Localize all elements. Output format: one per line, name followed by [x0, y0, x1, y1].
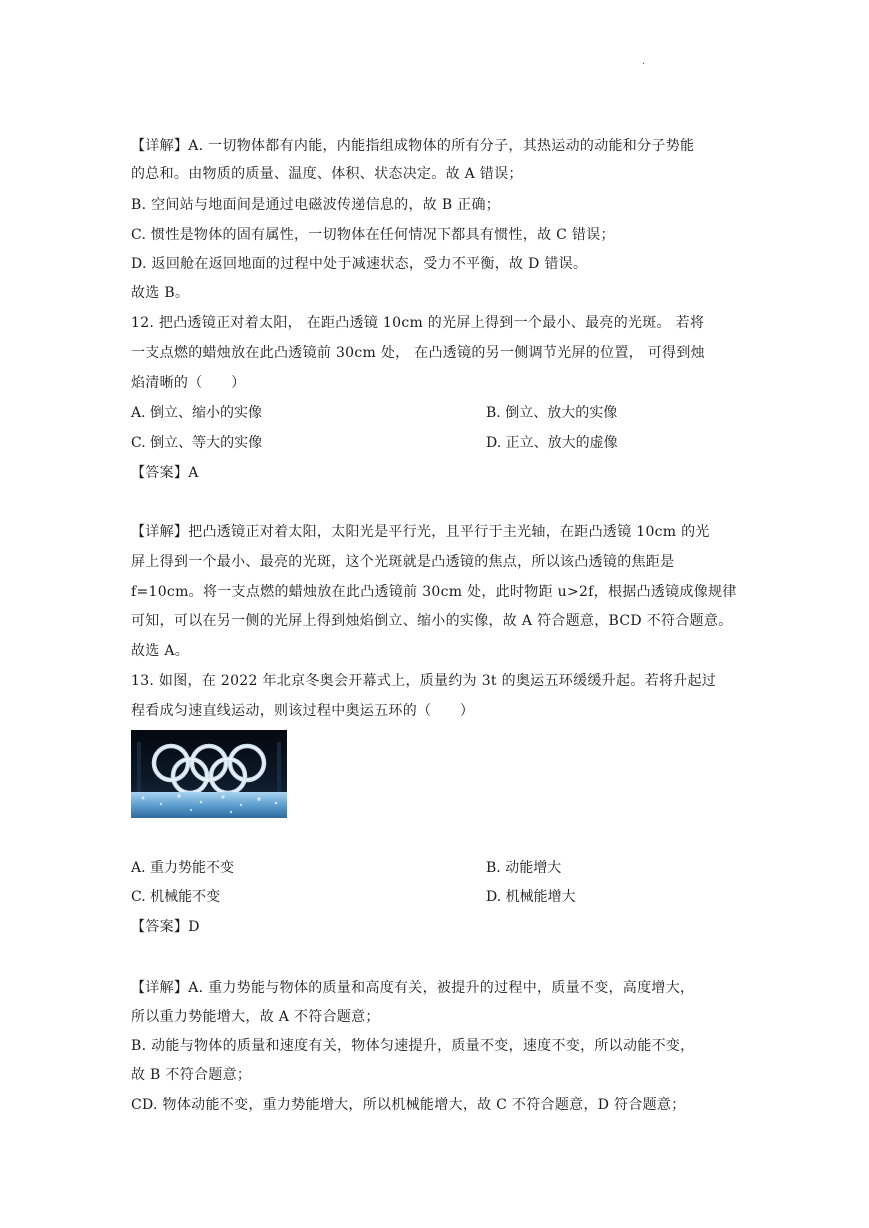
q13-detail-line: 所以重力势能增大，故 A 不符合题意；: [131, 1009, 380, 1025]
q12-option-c: C. 倒立、等大的实像: [131, 435, 263, 451]
q13-option-b: B. 动能增大: [486, 860, 562, 876]
header-mark: .: [642, 56, 646, 67]
text-line: 【详解】A. 一切物体都有内能，内能指组成物体的所有分子，其热运动的动能和分子势能: [131, 138, 695, 154]
q13-answer: 【答案】D: [131, 919, 200, 935]
q12-option-d: D. 正立、放大的虚像: [486, 435, 618, 451]
q13-option-c: C. 机械能不变: [131, 889, 221, 905]
q13-option-d: D. 机械能增大: [486, 889, 576, 905]
text-line: C. 惯性是物体的固有属性，一切物体在任何情况下都具有惯性，故 C 错误；: [131, 227, 615, 243]
q13-option-a: A. 重力势能不变: [131, 860, 235, 876]
text-line: B. 空间站与地面间是通过电磁波传递信息的，故 B 正确；: [131, 197, 501, 213]
text-line: 的总和。由物质的质量、温度、体积、状态决定。故 A 错误；: [131, 166, 523, 182]
q12-detail-line: 可知，可以在另一侧的光屏上得到烛焰倒立、缩小的实像，故 A 符合题意，BCD 不符合题意。: [131, 613, 733, 629]
question-12-stem: 一支点燃的蜡烛放在此凸透镜前 30cm 处， 在凸透镜的另一侧调节光屏的位置， 可得到烛: [131, 345, 705, 361]
q12-option-a: A. 倒立、缩小的实像: [131, 405, 263, 421]
text-line: 故选 B。: [131, 285, 190, 301]
q12-detail-line: 【详解】把凸透镜正对着太阳，太阳光是平行光，且平行于主光轴，在距凸透镜 10cm 的光: [131, 524, 710, 540]
question-12-stem: 12. 把凸透镜正对着太阳， 在距凸透镜 10cm 的光屏上得到一个最小、最亮的光斑。 若将: [131, 315, 705, 331]
question-12-stem: 焰清晰的（ ）: [131, 375, 246, 391]
q13-detail-line: CD. 物体动能不变，重力势能增大，所以机械能增大，故 C 不符合题意，D 符合题意；: [131, 1097, 686, 1113]
olympic-rings-photo: [131, 730, 287, 818]
q12-detail-line: 故选 A。: [131, 643, 190, 659]
q12-answer: 【答案】A: [131, 465, 199, 481]
q13-detail-line: 故 B 不符合题意；: [131, 1067, 252, 1083]
question-13-stem: 程看成匀速直线运动，则该过程中奥运五环的（ ）: [131, 703, 475, 719]
q13-detail-line: 【详解】A. 重力势能与物体的质量和高度有关，被提升的过程中，质量不变，高度增大，: [131, 980, 695, 996]
q12-option-b: B. 倒立、放大的实像: [486, 405, 618, 421]
q12-detail-line: f=10cm。将一支点燃的蜡烛放在此凸透镜前 30cm 处，此时物距 u>2f，根据凸透镜成像规律: [131, 584, 737, 600]
text-line: D. 返回舱在返回地面的过程中处于减速状态，受力不平衡，故 D 错误。: [131, 256, 588, 272]
question-13-stem: 13. 如图，在 2022 年北京冬奥会开幕式上，质量约为 3t 的奥运五环缓缓升起。若将升起过: [131, 673, 717, 689]
q12-detail-line: 屏上得到一个最小、最亮的光斑，这个光斑就是凸透镜的焦点，所以该凸透镜的焦距是: [131, 554, 675, 570]
q13-detail-line: B. 动能与物体的质量和速度有关，物体匀速提升，质量不变，速度不变，所以动能不变，: [131, 1038, 695, 1054]
